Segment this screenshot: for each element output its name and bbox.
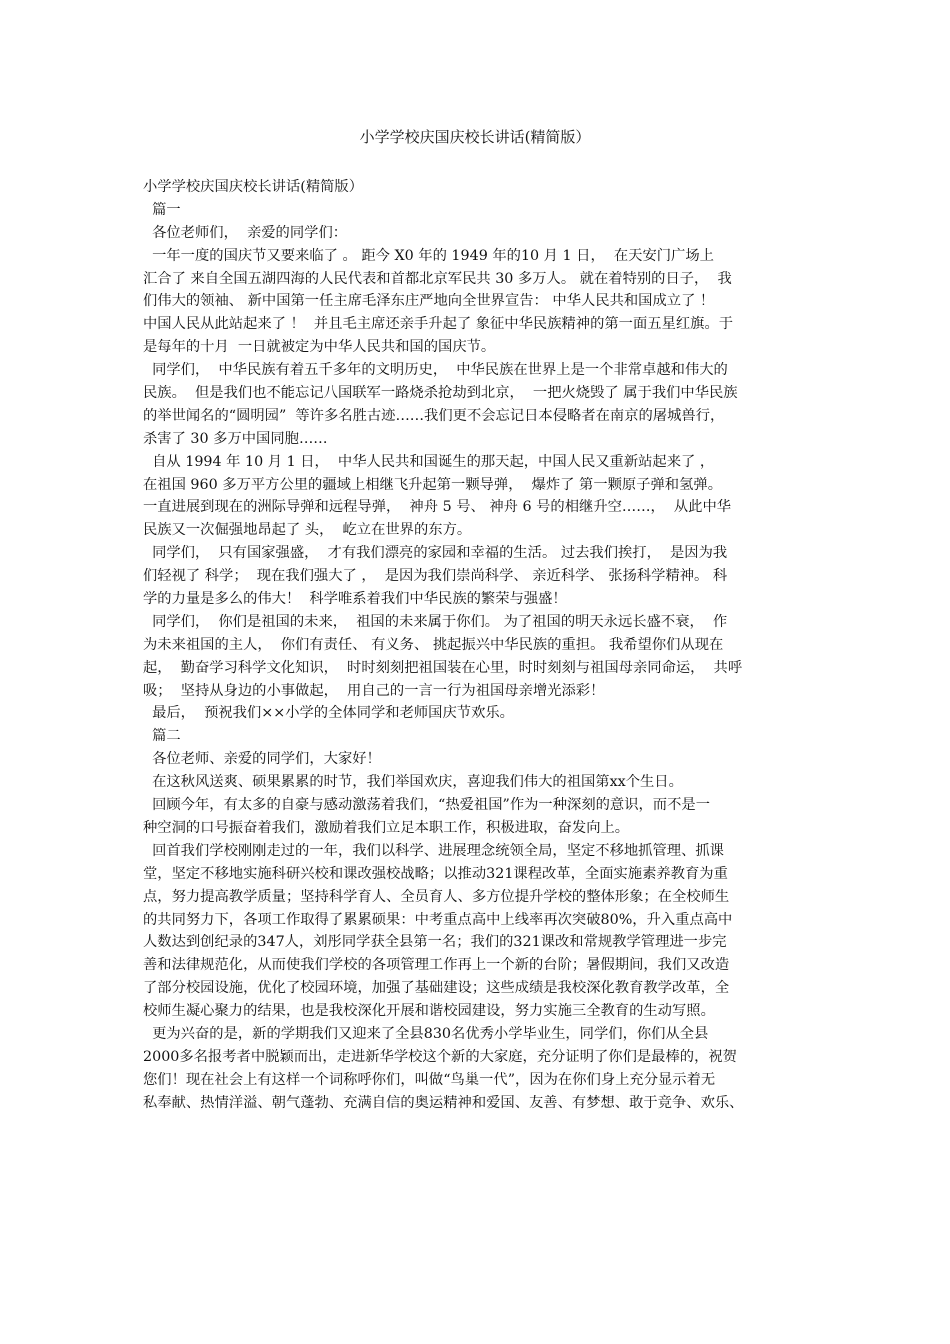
body-line: 人数达到创纪录的347人，刘彤同学获全县第一名；我们的321课改和常规教学管理进一步完 [143, 934, 727, 951]
body-line: 学的力量是多么的伟大！ 科学唯系着我们中华民族的繁荣与强盛！ [143, 591, 567, 608]
body-line: 堂，坚定不移地实施科研兴校和课改强校战略；以推动321课程改革，全面实施素养教育为重 [143, 865, 728, 882]
body-line: 了部分校园设施，优化了校园环境，加强了基础建设；这些成绩是我校深化教育教学改革，全 [143, 980, 730, 997]
body-line [143, 1115, 813, 1138]
body-line: 一直进展到现在的洲际导弹和远程导弹， 神舟 5 号、 神舟 6 号的相继升空……， 从此中华 [143, 499, 732, 516]
body-line: 校师生凝心聚力的结果，也是我校深化开展和谐校园建设，努力实施三全教育的生动写照。 [143, 1003, 715, 1020]
body-line: 同学们， 只有国家强盛， 才有我们漂亮的家园和幸福的生活。 过去我们挨打， 是因为我 [143, 545, 728, 562]
document-title: 小学学校庆国庆校长讲话(精简版） [359, 128, 591, 146]
body-line: 自从 1994 年 10 月 1 日， 中华人民共和国诞生的那天起，中国人民又重新站起来了 ， [143, 453, 715, 470]
body-line: 回首我们学校刚刚走过的一年，我们以科学、进展理念统领全局，坚定不移地抓管理、抓课 [143, 842, 724, 859]
body-line: 同学们， 中华民族有着五千多年的文明历史， 中华民族在世界上是一个非常卓越和伟大的 [143, 362, 728, 379]
body-line: 中国人民从此站起来了 ！ 并且毛主席还亲手升起了 象征中华民族精神的第一面五星红旗。于 [143, 316, 734, 333]
body-line: 的共同努力下，各项工作取得了累累硕果：中考重点高中上线率再次突破80%，升入重点高中 [143, 911, 733, 928]
section-heading: 篇一 [143, 201, 181, 218]
body-line: 点，努力提高教学质量；坚持科学育人、全员育人、多方位提升学校的整体形象；在全校师生 [143, 888, 730, 905]
body-line: 民族又一次倔强地昂起了 头， 屹立在世界的东方。 [143, 522, 472, 539]
body-line: 各位老师、亲爱的同学们，大家好！ [143, 751, 381, 768]
body-line: 您们！现在社会上有这样一个词称呼你们，叫做“鸟巢一代”，因为在你们身上充分显示着无 [143, 1071, 716, 1088]
body-line: 的举世闻名的“圆明园” 等许多名胜古迹……我们更不会忘记日本侵略者在南京的屠城兽行， [143, 407, 725, 424]
body-line: 善和法律规范化，从而使我们学校的各项管理工作再上一个新的台阶；暑假期间，我们又改造 [143, 957, 730, 974]
body-line: 在这秋风送爽、硕果累累的时节，我们举国欢庆，喜迎我们伟大的祖国第xx个生日。 [143, 774, 683, 791]
body-line: 种空洞的口号振奋着我们，激励着我们立足本职工作，积极进取，奋发向上。 [143, 819, 630, 836]
body-line: 起， 勤奋学习科学文化知识， 时时刻刻把祖国装在心里，时时刻刻与祖国母亲同命运， 共呼 [143, 659, 743, 676]
body-line: 们轻视了 科学； 现在我们强大了 ， 是因为我们崇尚科学、 亲近科学、 张扬科学精神。 科 [143, 568, 728, 585]
body-line: 最后， 预祝我们××小学的全体同学和老师国庆节欢乐。 [143, 705, 514, 722]
body-line: 2000多名报考者中脱颖而出，走进新华学校这个新的大家庭，充分证明了你们是最棒的，祝贺 [143, 1048, 737, 1065]
body-line: 小学学校庆国庆校长讲话(精简版） [143, 179, 364, 195]
body-line: 各位老师们， 亲爱的同学们： [143, 224, 348, 241]
body-line: 为未来祖国的主人， 你们有责任、 有义务、 挑起振兴中华民族的重担。 我希望你们从现在 [143, 636, 724, 653]
body-line: 私奉献、热情洋溢、朝气蓬勃、充满自信的奥运精神和爱国、友善、有梦想、敢于竞争、欢乐、 [143, 1094, 744, 1111]
body-line: 们伟大的领袖、 新中国第一任主席毛泽东庄严地向全世界宣告： 中华人民共和国成立了 ！ [143, 293, 715, 310]
body-line: 杀害了 30 多万中国同胞…… [143, 430, 328, 447]
body-line: 更为兴奋的是，新的学期我们又迎来了全县830名优秀小学毕业生，同学们，你们从全县 [143, 1025, 709, 1042]
section-heading: 篇二 [143, 728, 181, 745]
body-line: 回顾今年，有太多的自豪与感动激荡着我们，“热爱祖国”作为一种深刻的意识，而不是一 [143, 797, 710, 814]
body-line: 民族。 但是我们也不能忘记八国联军一路烧杀抢劫到北京， 一把火烧毁了 属于我们中华民族 [143, 385, 738, 402]
document-body [143, 176, 813, 1137]
body-line: 同学们， 你们是祖国的未来， 祖国的未来属于你们。 为了祖国的明天永远长盛不衰， 作 [143, 613, 728, 630]
body-line: 汇合了 来自全国五湖四海的人民代表和首都北京军民共 30 多万人。 就在着特别的日子， 我 [143, 270, 732, 287]
body-line: 一年一度的国庆节又要来临了 。 距今 X0 年的 1949 年的10 月 1 日， 在天安门广场上 [143, 247, 714, 264]
body-line: 是每年的十月 一日就被定为中华人民共和国的国庆节。 [143, 339, 496, 356]
body-line: 在祖国 960 多万平方公里的疆域上相继飞升起第一颗导弹， 爆炸了 第一颗原子弹和氢弹。 [143, 476, 722, 493]
body-line: 吸； 坚持从身边的小事做起， 用自己的一言一行为祖国母亲增光添彩！ [143, 682, 605, 699]
